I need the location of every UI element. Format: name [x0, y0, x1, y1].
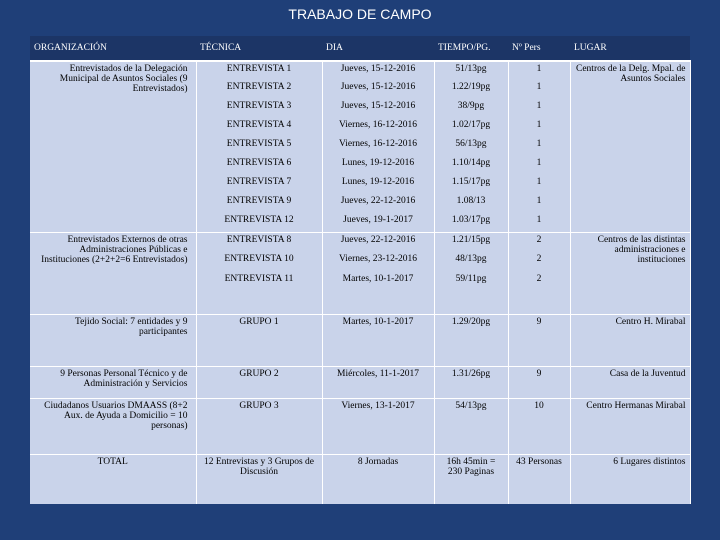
tecnica-cell: ENTREVISTA 6 — [196, 156, 322, 175]
total-row — [30, 454, 690, 504]
field-work-table — [30, 36, 691, 504]
header-lugar: LUGAR — [570, 36, 690, 61]
dia-cell: Jueves, 15-12-2016 — [322, 99, 434, 118]
tecnica-cell: GRUPO 3 — [196, 398, 322, 454]
tiempo-cell: 38/9pg — [434, 99, 508, 118]
pers-cell: 1 — [508, 213, 570, 232]
total-dia-cell: 8 Jornadas — [322, 454, 434, 504]
lugar-cell: Centro H. Mirabal — [570, 314, 690, 366]
pers-cell: 10 — [508, 398, 570, 454]
tecnica-cell: ENTREVISTA 5 — [196, 137, 322, 156]
org-cell: 9 Personas Personal Técnico y de Administración y Servicios — [30, 366, 196, 398]
total-lugar-cell: 6 Lugares distintos — [570, 454, 690, 504]
tiempo-cell: 1.22/19pg — [434, 80, 508, 99]
tecnica-cell: ENTREVISTA 11 — [196, 272, 322, 314]
total-pers-cell: 43 Personas — [508, 454, 570, 504]
tecnica-cell: ENTREVISTA 12 — [196, 213, 322, 232]
pers-cell: 9 — [508, 366, 570, 398]
tiempo-cell: 1.08/13 — [434, 194, 508, 213]
tecnica-cell: ENTREVISTA 2 — [196, 80, 322, 99]
pers-cell: 1 — [508, 137, 570, 156]
tiempo-cell: 48/13pg — [434, 252, 508, 272]
org-cell: Entrevistados de la Delegación Municipal de Asuntos Sociales (9 Entrevistados) — [30, 61, 196, 232]
total-tecnica-cell: 12 Entrevistas y 3 Grupos de Discusión — [196, 454, 322, 504]
dia-cell: Jueves, 22-12-2016 — [322, 232, 434, 252]
org-cell: Tejido Social: 7 entidades y 9 participantes — [30, 314, 196, 366]
header-organizacion: ORGANIZACIÓN — [30, 36, 196, 61]
tecnica-cell: ENTREVISTA 1 — [196, 61, 322, 80]
tiempo-cell: 1.29/20pg — [434, 314, 508, 366]
header-dia: DIA — [322, 36, 434, 61]
org-cell: Ciudadanos Usuarios DMAASS (8+2 Aux. de Ayuda a Domicilio = 10 personas) — [30, 398, 196, 454]
total-org-cell: TOTAL — [30, 454, 196, 504]
tiempo-cell: 1.21/15pg — [434, 232, 508, 252]
pers-cell: 2 — [508, 252, 570, 272]
table-row — [30, 398, 690, 454]
org-cell: Entrevistados Externos de otras Administraciones Públicas e Instituciones (2+2+2=6 Entrevistados) — [30, 232, 196, 314]
tiempo-cell: 54/13pg — [434, 398, 508, 454]
tiempo-cell: 51/13pg — [434, 61, 508, 80]
pers-cell: 1 — [508, 194, 570, 213]
header-pers: Nº Pers — [508, 36, 570, 61]
pers-cell: 1 — [508, 61, 570, 80]
dia-cell: Miércoles, 11-1-2017 — [322, 366, 434, 398]
table-row — [30, 366, 690, 398]
total-tiempo-cell: 16h 45min = 230 Paginas — [434, 454, 508, 504]
pers-cell: 1 — [508, 99, 570, 118]
tiempo-cell: 1.10/14pg — [434, 156, 508, 175]
pers-cell: 1 — [508, 156, 570, 175]
tiempo-cell: 59/11pg — [434, 272, 508, 314]
pers-cell: 2 — [508, 272, 570, 314]
lugar-cell: Centros de la Delg. Mpal. de Asuntos Sociales — [570, 61, 690, 232]
tiempo-cell: 1.15/17pg — [434, 175, 508, 194]
pers-cell: 2 — [508, 232, 570, 252]
tecnica-cell: GRUPO 2 — [196, 366, 322, 398]
table-row — [30, 314, 690, 366]
tecnica-cell: ENTREVISTA 10 — [196, 252, 322, 272]
dia-cell: Jueves, 15-12-2016 — [322, 80, 434, 99]
dia-cell: Jueves, 15-12-2016 — [322, 61, 434, 80]
header-tiempo: TIEMPO/PG. — [434, 36, 508, 61]
page-title: TRABAJO DE CAMPO — [288, 6, 432, 22]
table-row — [30, 232, 690, 252]
tecnica-cell: ENTREVISTA 8 — [196, 232, 322, 252]
tecnica-cell: ENTREVISTA 9 — [196, 194, 322, 213]
header-tecnica: TÉCNICA — [196, 36, 322, 61]
dia-cell: Martes, 10-1-2017 — [322, 314, 434, 366]
tiempo-cell: 1.02/17pg — [434, 118, 508, 137]
tecnica-cell: ENTREVISTA 4 — [196, 118, 322, 137]
pers-cell: 9 — [508, 314, 570, 366]
tecnica-cell: ENTREVISTA 3 — [196, 99, 322, 118]
dia-cell: Lunes, 19-12-2016 — [322, 156, 434, 175]
table-header-row — [30, 36, 690, 61]
pers-cell: 1 — [508, 118, 570, 137]
tecnica-cell: ENTREVISTA 7 — [196, 175, 322, 194]
dia-cell: Jueves, 19-1-2017 — [322, 213, 434, 232]
tiempo-cell: 56/13pg — [434, 137, 508, 156]
dia-cell: Viernes, 23-12-2016 — [322, 252, 434, 272]
dia-cell: Viernes, 13-1-2017 — [322, 398, 434, 454]
dia-cell: Jueves, 22-12-2016 — [322, 194, 434, 213]
tiempo-cell: 1.31/26pg — [434, 366, 508, 398]
dia-cell: Viernes, 16-12-2016 — [322, 118, 434, 137]
tiempo-cell: 1.03/17pg — [434, 213, 508, 232]
table-row — [30, 61, 690, 80]
lugar-cell: Casa de la Juventud — [570, 366, 690, 398]
dia-cell: Martes, 10-1-2017 — [322, 272, 434, 314]
dia-cell: Viernes, 16-12-2016 — [322, 137, 434, 156]
pers-cell: 1 — [508, 175, 570, 194]
tecnica-cell: GRUPO 1 — [196, 314, 322, 366]
pers-cell: 1 — [508, 80, 570, 99]
lugar-cell: Centro Hermanas Mirabal — [570, 398, 690, 454]
lugar-cell: Centros de las distintas administraciones e instituciones — [570, 232, 690, 314]
dia-cell: Lunes, 19-12-2016 — [322, 175, 434, 194]
